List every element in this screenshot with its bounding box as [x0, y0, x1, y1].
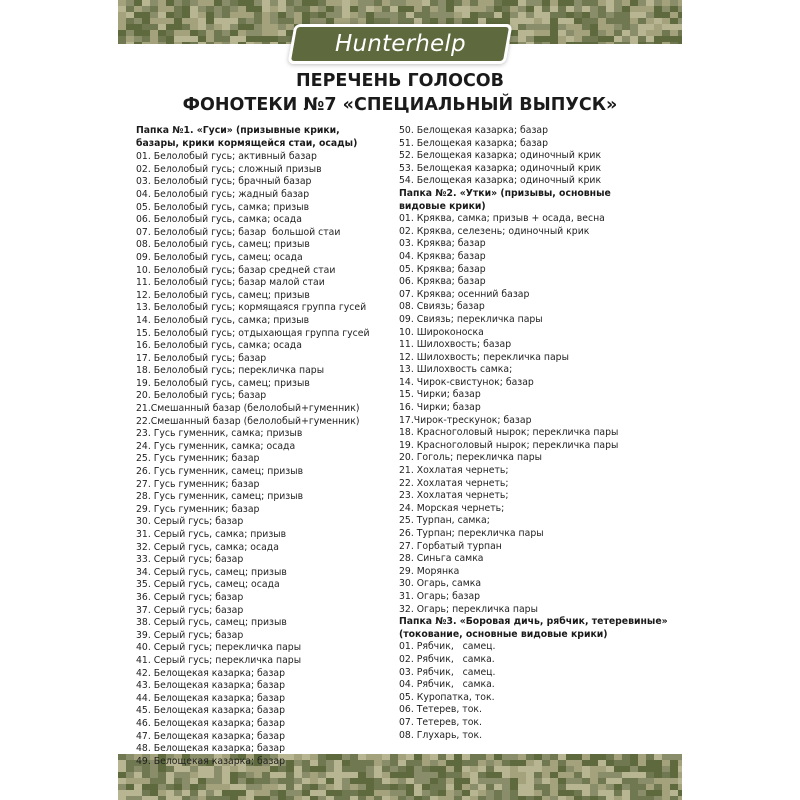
list-item: 12. Белолобый гусь, самец; призыв [136, 289, 310, 301]
list-item: 44. Белощекая казарка; базар [136, 692, 286, 704]
list-item: 15. Чирки; базар [399, 389, 481, 401]
list-item: 19. Белолобый гусь, самец; призыв [136, 377, 310, 389]
list-item: 11. Белолобый гусь; базар малой стаи [136, 277, 325, 289]
list-item: 26. Гусь гуменник, самец; призыв [136, 466, 304, 478]
list-item: 36. Серый гусь; базар [136, 591, 244, 603]
list-item: 04. Кряква; базар [399, 250, 486, 262]
list-item: 27. Горбатый турпан [399, 540, 502, 552]
folder-2-header-line: Папка №2. «Утки» (призывы, основные [399, 187, 611, 199]
list-item: 01. Кряква, самка; призыв + осада, весна [399, 213, 605, 225]
folder-2-list [399, 213, 679, 616]
list-item: 37. Серый гусь; базар [136, 604, 244, 616]
logo-text: Hunterhelp [334, 31, 466, 57]
list-item: 30. Серый гусь; базар [136, 516, 244, 528]
list-item: 30. Огарь, самка [399, 578, 482, 590]
folder-1-header-line: базары, крики кормящейся стаи, осады) [136, 137, 358, 149]
list-item: 50. Белощекая казарка; базар [399, 125, 549, 136]
list-item: 33. Серый гусь; базар [136, 554, 244, 566]
list-item: 43. Белощекая казарка; базар [136, 680, 286, 692]
list-item: 03. Кряква; базар [399, 238, 486, 250]
folder-2-header-line: видовые крики) [399, 200, 486, 212]
list-item: 16. Белолобый гусь, самка; осада [136, 340, 302, 352]
list-item: 46. Белощекая казарка; базар [136, 717, 286, 729]
list-item: 19. Красноголовый нырок; перекличка пары [399, 439, 619, 451]
list-item: 03. Рябчик, самец. [399, 666, 496, 678]
list-item: 02. Белолобый гусь; сложный призыв [136, 163, 322, 175]
list-item: 23. Хохлатая чернеть; [399, 490, 509, 502]
list-item: 24. Гусь гуменник, самка; осада [136, 440, 296, 452]
list-item: 29. Морянка [399, 565, 460, 577]
list-item: 45. Белощекая казарка; базар [136, 705, 286, 717]
list-item: 32. Серый гусь, самка; осада [136, 541, 279, 553]
hunterhelp-logo [291, 27, 509, 61]
list-item: 53. Белощекая казарка; одиночный крик [399, 162, 602, 174]
list-item: 02. Кряква, селезень; одиночный крик [399, 225, 590, 237]
list-item: 21.Смешанный базар (белолобый+гуменник) [136, 403, 360, 415]
folder-1-list [136, 151, 398, 768]
list-item: 07. Тетерев, ток. [399, 716, 482, 728]
list-item: 40. Серый гусь; перекличка пары [136, 642, 302, 654]
list-item: 14. Белолобый гусь, самка; призыв [136, 314, 310, 326]
list-item: 13. Белолобый гусь; кормящаяся группа гусей [136, 302, 367, 314]
list-item: 28. Гусь гуменник, самец; призыв [136, 491, 304, 503]
list-item: 25. Турпан, самка; [399, 515, 490, 527]
list-item: 27. Гусь гуменник; базар [136, 478, 260, 490]
list-item: 05. Белолобый гусь, самка; призыв [136, 201, 310, 213]
list-item: 22. Хохлатая чернеть; [399, 477, 509, 489]
list-item: 17.Чирок-трескунок; базар [399, 414, 532, 426]
list-item: 18. Белолобый гусь; перекличка пары [136, 365, 325, 377]
list-item: 05. Кряква; базар [399, 263, 486, 275]
list-item: 47. Белощекая казарка; базар [136, 730, 286, 742]
list-item: 29. Гусь гуменник; базар [136, 503, 260, 515]
folder-3-header-line: Папка №3. «Боровая дичь, рябчик, тетеревиные» [399, 616, 668, 628]
list-item: 04. Рябчик, самка. [399, 679, 495, 691]
list-item: 04. Белолобый гусь; жадный базар [136, 188, 310, 200]
list-item: 42. Белощекая казарка; базар [136, 667, 286, 679]
list-item: 07. Белолобый гусь; базар большой стаи [136, 226, 341, 238]
left-column [136, 125, 398, 768]
list-item: 07. Кряква; осенний базар [399, 288, 530, 300]
list-item: 51. Белощекая казарка; базар [399, 137, 549, 149]
folder-3-header [399, 616, 679, 641]
list-item: 06. Белолобый гусь, самка; осада [136, 214, 302, 226]
folder-2-header [399, 188, 679, 213]
list-item: 03. Белолобый гусь; брачный базар [136, 176, 312, 188]
page-title-line-2: ФОНОТЕКИ №7 «СПЕЦИАЛЬНЫЙ ВЫПУСК» [182, 95, 618, 115]
list-item: 22.Смешанный базар (белолобый+гуменник) [136, 415, 360, 427]
list-item: 21. Хохлатая чернеть; [399, 465, 509, 477]
list-item: 09. Свиязь; перекличка пары [399, 313, 543, 325]
list-item: 23. Гусь гуменник, самка; призыв [136, 428, 303, 440]
list-item: 34. Серый гусь, самец; призыв [136, 566, 287, 578]
list-item: 01. Рябчик, самец. [399, 641, 496, 653]
list-item: 10. Широконоска [399, 326, 484, 338]
list-item: 49. Белощекая казарка; базар [136, 755, 286, 767]
list-item: 06. Кряква; базар [399, 276, 486, 288]
list-item: 13. Шилохвость самка; [399, 364, 513, 376]
list-item: 14. Чирок-свистунок; базар [399, 376, 534, 388]
list-item: 26. Турпан; перекличка пары [399, 528, 544, 539]
list-item: 09. Белолобый гусь, самец; осада [136, 251, 303, 263]
list-item: 18. Красноголовый нырок; перекличка пары [399, 427, 619, 439]
list-item: 02. Рябчик, самка. [399, 653, 495, 665]
folder-1-header-line: Папка №1. «Гуси» (призывные крики, [136, 125, 340, 136]
catalog-sheet [118, 0, 682, 800]
list-item: 32. Огарь; перекличка пары [399, 603, 538, 615]
list-item: 20. Белолобый гусь; базар [136, 390, 267, 402]
list-item: 48. Белощекая казарка; базар [136, 743, 286, 755]
list-item: 20. Гоголь; перекличка пары [399, 452, 542, 464]
list-item: 08. Свиязь; базар [399, 301, 485, 313]
list-item: 38. Серый гусь, самец; призыв [136, 617, 287, 629]
list-item: 01. Белолобый гусь; активный базар [136, 151, 317, 163]
folder-1-header [136, 125, 398, 150]
list-item: 28. Синьга самка [399, 553, 484, 565]
list-item: 41. Серый гусь; перекличка пары [136, 654, 302, 666]
list-item: 05. Куропатка, ток. [399, 691, 495, 703]
list-item: 31. Огарь; базар [399, 590, 481, 602]
page-title-line-1: ПЕРЕЧЕНЬ ГОЛОСОВ [295, 71, 505, 91]
list-item: 35. Серый гусь, самец; осада [136, 579, 280, 591]
list-item: 16. Чирки; базар [399, 402, 481, 414]
folder-3-list [399, 641, 679, 742]
list-item: 11. Шилохвость; базар [399, 339, 512, 351]
list-item: 10. Белолобый гусь; базар средней стаи [136, 264, 336, 276]
list-item: 39. Серый гусь; базар [136, 629, 244, 641]
list-item: 12. Шилохвость; перекличка пары [399, 351, 569, 363]
list-item: 54. Белощекая казарка; одиночный крик [399, 175, 602, 187]
right-column [399, 125, 679, 742]
list-item: 17. Белолобый гусь; базар [136, 352, 267, 364]
list-item: 08. Белолобый гусь, самец; призыв [136, 239, 310, 251]
list-item: 25. Гусь гуменник; базар [136, 453, 260, 465]
list-item: 24. Морская чернеть; [399, 502, 505, 514]
list-item: 31. Серый гусь, самка; призыв [136, 529, 287, 540]
folder-3-header-line: (токование, основные видовые крики) [399, 628, 608, 640]
list-item: 15. Белолобый гусь; отдыхающая группа гусей [136, 327, 370, 339]
list-item: 08. Глухарь, ток. [399, 729, 483, 741]
folder-1-list-continued [399, 125, 679, 188]
list-item: 06. Тетерев, ток. [399, 704, 482, 716]
list-item: 52. Белощекая казарка; одиночный крик [399, 150, 602, 162]
